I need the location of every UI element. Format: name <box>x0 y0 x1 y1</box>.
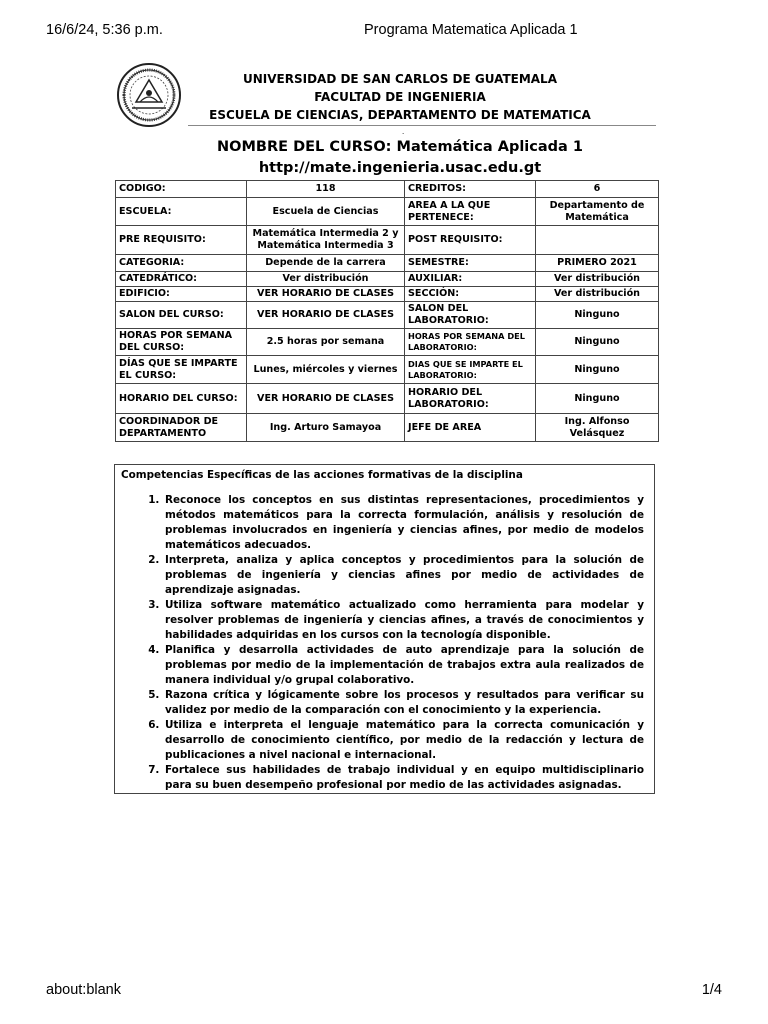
table-row <box>116 384 659 414</box>
table-label-cell: PRE REQUISITO: <box>116 226 247 255</box>
competencias-title: Competencias Específicas de las acciones formativas de la disciplina <box>121 469 523 481</box>
table-label-cell: HORAS POR SEMANA DEL CURSO: <box>116 329 247 356</box>
table-row <box>116 329 659 356</box>
course-info-table <box>115 180 659 442</box>
table-value-cell: Ninguno <box>536 329 659 356</box>
course-name: NOMBRE DEL CURSO: Matemática Aplicada 1 <box>217 139 583 155</box>
table-label-cell: DÍAS QUE SE IMPARTE EL CURSO: <box>116 356 247 384</box>
table-label-cell: COORDINADOR DE DEPARTAMENTO <box>116 414 247 442</box>
table-value-cell: Ninguno <box>536 302 659 329</box>
table-row <box>116 198 659 226</box>
university-name: UNIVERSIDAD DE SAN CARLOS DE GUATEMALA <box>243 72 557 86</box>
table-label-cell: CATEDRÁTICO: <box>116 272 247 287</box>
table-value-cell: 6 <box>536 181 659 198</box>
table-value-cell: VER HORARIO DE CLASES <box>247 302 405 329</box>
table-label-cell: AUXILIAR: <box>405 272 536 287</box>
competencia-item: 2. Interpreta, analiza y aplica conceptos y procedimientos para la solución de problemas de ingeniería y ciencias afines por medio de actividades de aprendizaje asignadas. <box>163 553 644 598</box>
table-row <box>116 226 659 255</box>
table-label-cell: JEFE DE AREA <box>405 414 536 442</box>
table-value-cell: Ninguno <box>536 356 659 384</box>
table-value-cell: VER HORARIO DE CLASES <box>247 384 405 414</box>
competencia-item: 1. Reconoce los conceptos en sus distintas representaciones, procedimientos y métodos matemáticos para la correcta formulación, análisis y resolución de problemas involucrados en ingeniería y ciencias afines, por medio de modelos matemáticos adecuados. <box>163 493 644 553</box>
table-label-cell: HORAS POR SEMANA DEL LABORATORIO: <box>405 329 536 356</box>
table-row <box>116 414 659 442</box>
table-label-cell: SALON DEL CURSO: <box>116 302 247 329</box>
print-header <box>46 22 722 42</box>
table-label-cell: SALON DEL LABORATORIO: <box>405 302 536 329</box>
table-value-cell: Ver distribución <box>247 272 405 287</box>
table-label-cell: POST REQUISITO: <box>405 226 536 255</box>
print-page-number: 1/4 <box>701 982 722 998</box>
table-value-cell: Depende de la carrera <box>247 255 405 272</box>
course-url: http://mate.ingenieria.usac.edu.gt <box>258 160 542 176</box>
print-date: 16/6/24, 5:36 p.m. <box>46 22 163 38</box>
table-label-cell: SECCIÓN: <box>405 287 536 302</box>
table-value-cell: Ninguno <box>536 384 659 414</box>
competencia-item: 4. Planifica y desarrolla actividades de auto aprendizaje para la solución de problemas por medio de la implementación de trabajos extra aula realizados de manera individual y/o grupal colaborativo. <box>163 643 644 688</box>
competencias-list <box>115 493 656 793</box>
table-label-cell: ESCUELA: <box>116 198 247 226</box>
school-name: ESCUELA DE CIENCIAS, DEPARTAMENTO DE MATEMATICA <box>209 108 591 122</box>
table-value-cell: 2.5 horas por semana <box>247 329 405 356</box>
table-value-cell: Departamento de Matemática <box>536 198 659 226</box>
table-label-cell: DIAS QUE SE IMPARTE EL LABORATORIO: <box>405 356 536 384</box>
table-value-cell: 118 <box>247 181 405 198</box>
faculty-name: FACULTAD DE INGENIERIA <box>314 90 486 104</box>
competencias-box <box>114 464 655 794</box>
table-value-cell: Matemática Intermedia 2 y Matemática Intermedia 3 <box>247 226 405 255</box>
header-divider <box>188 125 656 126</box>
table-label-cell: HORARIO DEL CURSO: <box>116 384 247 414</box>
table-label-cell: CODIGO: <box>116 181 247 198</box>
table-row <box>116 356 659 384</box>
table-value-cell: VER HORARIO DE CLASES <box>247 287 405 302</box>
table-value-cell: Ver distribución <box>536 272 659 287</box>
table-value-cell: Ver distribución <box>536 287 659 302</box>
table-row <box>116 302 659 329</box>
competencia-item: 6. Utiliza e interpreta el lenguaje matemático para la correcta comunicación y desarrollo de conocimiento científico, por medio de la redacción y lectura de publicaciones a nivel nacional e internacional. <box>163 718 644 763</box>
competencia-item: 7. Fortalece sus habilidades de trabajo individual y en equipo multidisciplinario para su buen desempeño profesional por medio de las actividades asignadas. <box>163 763 644 793</box>
table-row <box>116 272 659 287</box>
table-row <box>116 181 659 198</box>
header-dot: . <box>402 127 405 136</box>
table-label-cell: HORARIO DEL LABORATORIO: <box>405 384 536 414</box>
table-label-cell: CREDITOS: <box>405 181 536 198</box>
print-footer <box>46 982 722 1002</box>
university-seal-icon <box>116 62 182 128</box>
table-label-cell: AREA A LA QUE PERTENECE: <box>405 198 536 226</box>
table-row <box>116 287 659 302</box>
table-label-cell: CATEGORIA: <box>116 255 247 272</box>
table-value-cell: Lunes, miércoles y viernes <box>247 356 405 384</box>
print-title: Programa Matematica Aplicada 1 <box>364 22 578 38</box>
competencia-item: 5. Razona crítica y lógicamente sobre los procesos y resultados para verificar su validez por medio de la comparación con el conocimiento y la experiencia. <box>163 688 644 718</box>
print-url: about:blank <box>46 982 121 998</box>
table-value-cell <box>536 226 659 255</box>
table-value-cell: Escuela de Ciencias <box>247 198 405 226</box>
competencia-item: 3. Utiliza software matemático actualizado como herramienta para modelar y resolver problemas de ingeniería y ciencias afines, a través de conocimientos y habilidades adquiridas en los cursos con la tecnología disponible. <box>163 598 644 643</box>
table-label-cell: EDIFICIO: <box>116 287 247 302</box>
table-value-cell: PRIMERO 2021 <box>536 255 659 272</box>
table-value-cell: Ing. Alfonso Velásquez <box>536 414 659 442</box>
table-row <box>116 255 659 272</box>
table-value-cell: Ing. Arturo Samayoa <box>247 414 405 442</box>
table-label-cell: SEMESTRE: <box>405 255 536 272</box>
